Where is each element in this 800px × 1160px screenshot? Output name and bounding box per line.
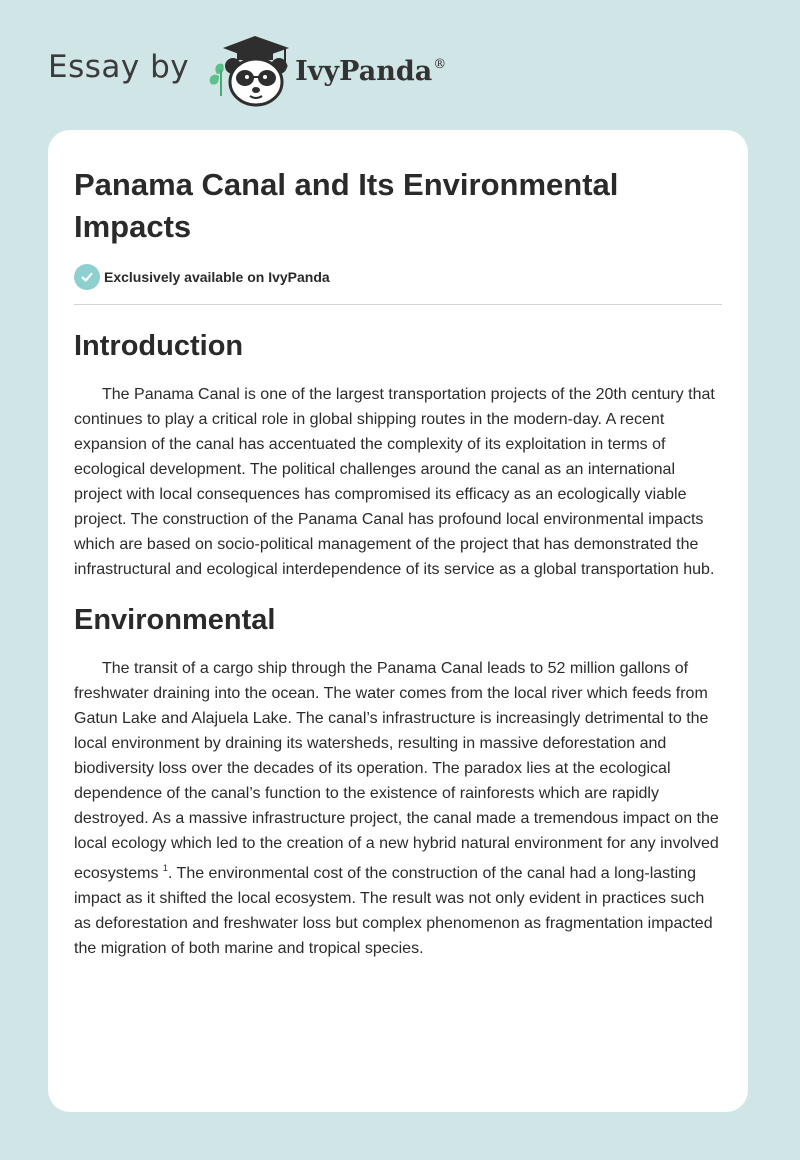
checkmark-circle-icon: [74, 264, 100, 290]
footnote-reference[interactable]: 1: [162, 863, 168, 873]
section-heading-introduction: Introduction: [74, 330, 244, 362]
site-header: [48, 30, 548, 110]
divider: [74, 304, 722, 305]
brand-name[interactable]: [295, 56, 446, 87]
essay-by-label: Essay by: [48, 49, 190, 85]
section-paragraph-environmental: [74, 656, 722, 961]
page-title: Panama Canal and Its Environmental Impacts: [74, 167, 619, 244]
section-paragraph-introduction: The Panama Canal is one of the largest transportation projects of the 20th century that continues to play a critical role in global shipping routes in the modern-day. A recent expansion of the canal has accentuated the complexity of its exploitation in terms of ecological development. The political challenges around the canal as an international project with local consequences has compromised its efficacy as an ecologically viable project. The construction of the Panama Canal has profound local environmental impacts which are based on socio-political management of the project that has demonstrated the infrastructural and ecological interdependence of its service as a global transportation hub.: [74, 386, 715, 578]
paragraph-text-part1: The transit of a cargo ship through the Panama Canal leads to 52 million gallons of freshwater draining into the ocean. The water comes from the local river which feeds from Gatun Lake and Alajuela Lake. The canal’s infrastructure is increasingly detrimental to the local environment by draining its watersheds, resulting in massive deforestation and biodiversity loss over the decades of its operation. The paradox lies at the ecological dependence of the canal’s function to the existence of rainforests which are rapidly destroyed. As a massive infrastructure project, the canal made a tremendous impact on the local ecology which led to the creation of a new hybrid natural environment for any involved ecosystems: [74, 660, 719, 882]
essay-card: [48, 130, 748, 1112]
paragraph-text-part2: . The environmental cost of the construction of the canal had a long-lasting impact as it shifted the local ecosystem. The result was not only evident in practices such as deforestation and freshwater loss but complex phenomenon as fragmentation impacted the migration of both marine and tropical species.: [74, 865, 713, 957]
registered-mark: ®: [433, 56, 447, 72]
brand-text: IvyPanda: [295, 55, 433, 87]
exclusive-badge: [74, 264, 722, 290]
panda-logo-icon[interactable]: [203, 30, 299, 110]
section-heading-environmental: Environmental: [74, 604, 276, 636]
exclusive-badge-text: Exclusively available on IvyPanda: [104, 269, 330, 285]
